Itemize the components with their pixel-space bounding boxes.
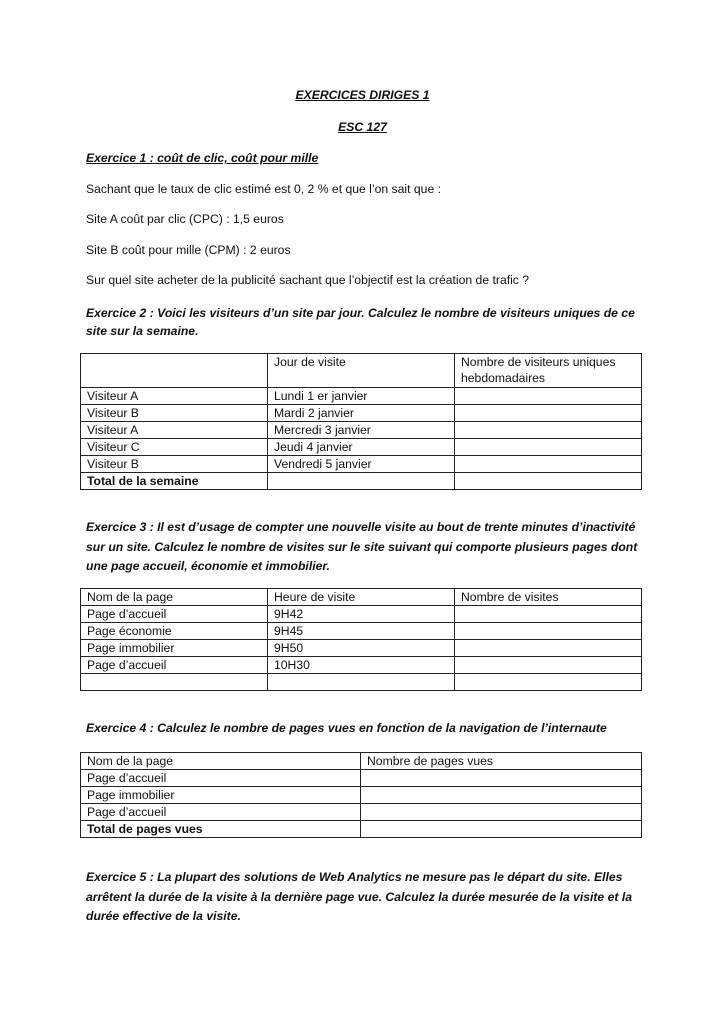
- table-cell: Page d’accueil: [81, 657, 268, 674]
- document-title: EXERCICES DIRIGES 1: [295, 88, 430, 102]
- table-total-row: [81, 821, 642, 838]
- table-cell: 9H42: [268, 606, 455, 623]
- table-header-cell: Nom de la page: [81, 589, 268, 606]
- table-cell: Jeudi 4 janvier: [268, 439, 455, 456]
- table-cell: [361, 787, 642, 804]
- table-cell: 9H50: [268, 640, 455, 657]
- table-header-row: [81, 354, 642, 388]
- document-subtitle: ESC 127: [338, 120, 387, 134]
- exercise-1-line-3: Site B coût pour mille (CPM) : 2 euros: [86, 243, 291, 257]
- table-cell: 9H45: [268, 623, 455, 640]
- table-cell: Mardi 2 janvier: [268, 405, 455, 422]
- exercise-3-heading: Exercice 3 : Il est d’usage de compter une nouvelle visite au bout de trente minutes d’inactivité sur un site. Calculez le nombre de visites sur le site suivant qui comporte plusieurs pages dont une page accueil, économie et immobilier.: [86, 520, 638, 573]
- table-row: [81, 640, 642, 657]
- table-cell: [455, 456, 642, 473]
- table-row: [81, 657, 642, 674]
- table-total-row: [81, 473, 642, 490]
- table-cell: [455, 640, 642, 657]
- exercise-3-table: [80, 588, 642, 691]
- table-header-cell: Heure de visite: [268, 589, 455, 606]
- table-cell: Visiteur C: [81, 439, 268, 456]
- exercise-2-table: [80, 353, 642, 490]
- table-row: [81, 770, 642, 787]
- table-cell: Vendredi 5 janvier: [268, 456, 455, 473]
- table-cell: [455, 439, 642, 456]
- table-header-cell: [81, 354, 268, 388]
- table-cell: [455, 657, 642, 674]
- exercise-1-line-1: Sachant que le taux de clic estimé est 0, 2 % et que l’on sait que :: [86, 182, 442, 196]
- table-row: [81, 674, 642, 691]
- exercise-5-heading: Exercice 5 : La plupart des solutions de Web Analytics ne mesure pas le départ du site. Elles arrêtent la durée de la visite à la dernière page vue. Calculez la durée mesurée de la visite et la durée effective de la visite.: [86, 870, 632, 923]
- table-row: [81, 456, 642, 473]
- table-header-cell: Jour de visite: [268, 354, 455, 388]
- table-total-label: Total de pages vues: [81, 821, 361, 838]
- table-cell: Page immobilier: [81, 787, 361, 804]
- table-cell: [455, 674, 642, 691]
- table-cell: Lundi 1 er janvier: [268, 388, 455, 405]
- exercise-4-heading: Exercice 4 : Calculez le nombre de pages vues en fonction de la navigation de l’internaute: [86, 721, 607, 735]
- table-row: [81, 439, 642, 456]
- table-cell: [268, 473, 455, 490]
- table-header-row: [81, 589, 642, 606]
- table-header-cell: Nombre de pages vues: [361, 753, 642, 770]
- table-cell: Visiteur B: [81, 405, 268, 422]
- table-cell: [361, 770, 642, 787]
- table-cell: Visiteur A: [81, 422, 268, 439]
- table-row: [81, 623, 642, 640]
- table-cell: [455, 473, 642, 490]
- table-cell: [361, 804, 642, 821]
- exercise-1-line-2: Site A coût par clic (CPC) : 1,5 euros: [86, 212, 284, 226]
- table-row: [81, 787, 642, 804]
- table-cell: Page immobilier: [81, 640, 268, 657]
- table-cell: [81, 674, 268, 691]
- table-cell: [455, 405, 642, 422]
- table-total-label: Total de la semaine: [81, 473, 268, 490]
- table-cell: Page d’accueil: [81, 804, 361, 821]
- exercise-1-line-4: Sur quel site acheter de la publicité sachant que l’objectif est la création de trafic ?: [86, 273, 530, 287]
- table-cell: [455, 606, 642, 623]
- table-row: [81, 422, 642, 439]
- table-header-cell: Nom de la page: [81, 753, 361, 770]
- exercise-4-table: [80, 752, 642, 838]
- table-header-row: [81, 753, 642, 770]
- table-cell: [455, 422, 642, 439]
- table-cell: Page d’accueil: [81, 606, 268, 623]
- table-row: [81, 804, 642, 821]
- table-cell: Page d’accueil: [81, 770, 361, 787]
- table-cell: Visiteur B: [81, 456, 268, 473]
- table-row: [81, 405, 642, 422]
- table-row: [81, 388, 642, 405]
- table-cell: Page économie: [81, 623, 268, 640]
- table-row: [81, 606, 642, 623]
- table-cell: [455, 388, 642, 405]
- table-cell: Mercredi 3 janvier: [268, 422, 455, 439]
- table-cell: [361, 821, 642, 838]
- table-header-cell: Nombre de visites: [455, 589, 642, 606]
- table-cell: [455, 623, 642, 640]
- table-cell: [268, 674, 455, 691]
- exercise-1-heading: Exercice 1 : coût de clic, coût pour mille: [86, 151, 319, 165]
- table-cell: 10H30: [268, 657, 455, 674]
- table-cell: Visiteur A: [81, 388, 268, 405]
- exercise-2-heading: Exercice 2 : Voici les visiteurs d’un site par jour. Calculez le nombre de visiteurs uniques de ce site sur la semaine.: [86, 306, 635, 338]
- table-header-cell: Nombre de visiteurs uniques hebdomadaires: [455, 354, 642, 388]
